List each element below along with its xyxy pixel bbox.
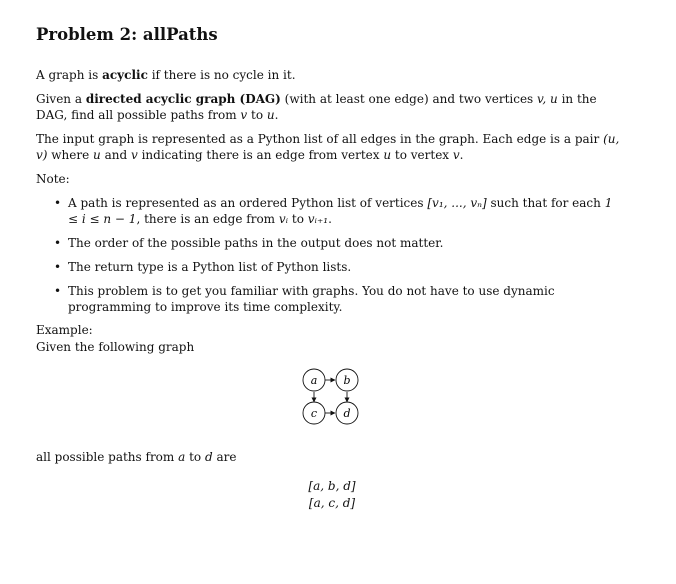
note-item-order: • The order of the possible paths in the output does not matter. bbox=[68, 235, 626, 251]
node-label-b: b bbox=[343, 374, 351, 387]
all-paths-text: all possible paths from a to d are bbox=[36, 450, 237, 464]
note-item-return-type: • The return type is a Python list of Python lists. bbox=[68, 259, 626, 275]
node-label-c: c bbox=[310, 407, 318, 420]
dag-diagram bbox=[302, 366, 362, 428]
page-title: Problem 2: allPaths bbox=[36, 25, 218, 44]
path-result-row: [a, b, d] bbox=[308, 479, 356, 493]
acyclic-term: acyclic bbox=[102, 68, 148, 82]
paths-result bbox=[36, 478, 628, 512]
example-label: Example: bbox=[36, 323, 93, 337]
acyclic-definition: A graph is acyclic if there is no cycle in it. bbox=[36, 68, 296, 82]
path-result-row: [a, c, d] bbox=[308, 496, 356, 510]
dag-term: directed acyclic graph (DAG) bbox=[85, 92, 281, 106]
note-label: Note: bbox=[36, 172, 70, 186]
node-label-a: a bbox=[310, 374, 318, 387]
input-description: The input graph is represented as a Python list of all edges in the graph. Each edge is a pair (u, v) where u and v indicating there is an edge from vertex u to vertex v. bbox=[36, 132, 620, 162]
problem-statement: Given a directed acyclic graph (DAG) (with at least one edge) and two vertices v, u in the DAG, find all possible paths from v to u. bbox=[36, 92, 597, 122]
node-label-d: d bbox=[343, 407, 351, 420]
note-item-path-format: • A path is represented as an ordered Python list of vertices [v₁, ..., vₙ] such that for each 1 ≤ i ≤ n − 1, there is an edge from vᵢ to vᵢ₊₁. bbox=[68, 195, 626, 227]
note-item-familiarity: • This problem is to get you familiar with graphs. You do not have to use dynamic programming to improve its time complexity. bbox=[68, 283, 626, 315]
given-graph-text: Given the following graph bbox=[36, 340, 195, 354]
